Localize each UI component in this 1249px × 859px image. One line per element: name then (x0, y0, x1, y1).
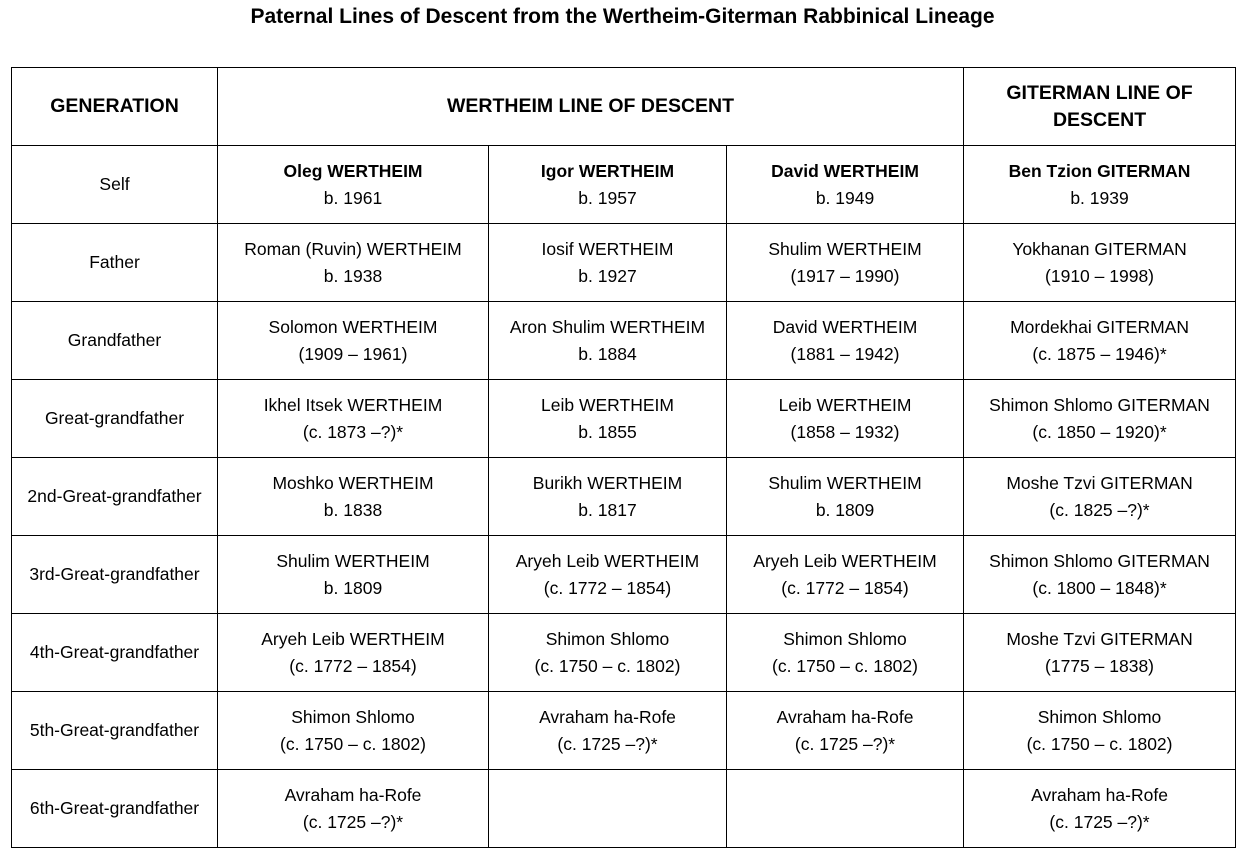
generation-cell (12, 614, 218, 692)
person-name: Burikh WERTHEIM (532, 472, 683, 493)
person-cell-wertheim-igor-line (489, 770, 727, 848)
person-name: Aryeh Leib WERTHEIM (753, 550, 937, 571)
person-cell-wertheim-oleg-line (218, 614, 489, 692)
person-dates: b. 1927 (578, 265, 637, 286)
person-name: Shimon Shlomo (291, 706, 415, 727)
person-name: Aryeh Leib WERTHEIM (261, 628, 445, 649)
person-name: Shimon Shlomo (783, 628, 907, 649)
person-cell-wertheim-oleg-line (218, 536, 489, 614)
person-cell-wertheim-oleg-line (218, 224, 489, 302)
person-name: Avraham ha-Rofe (1031, 784, 1168, 805)
person-dates: (1917 – 1990) (790, 265, 900, 286)
person-dates: b. 1938 (323, 265, 383, 286)
person-name: Avraham ha-Rofe (284, 784, 422, 805)
person-name: Avraham ha-Rofe (776, 706, 914, 727)
person-cell-wertheim-david-line (727, 224, 964, 302)
person-dates: (1881 – 1942) (790, 343, 900, 364)
person-dates: (c. 1725 –?)* (557, 733, 658, 754)
person-dates: (1775 – 1838) (1045, 655, 1155, 676)
generation-label: Father (89, 252, 140, 272)
person-cell-wertheim-oleg-line (218, 146, 489, 224)
person-name: Shulim WERTHEIM (768, 238, 922, 259)
person-cell-giterman-line (964, 302, 1236, 380)
person-cell-wertheim-igor-line (489, 224, 727, 302)
person-name: Leib WERTHEIM (541, 394, 674, 415)
person-dates: (c. 1725 –?)* (302, 811, 404, 832)
person-cell-wertheim-david-line (727, 380, 964, 458)
person-dates: b. 1949 (815, 187, 875, 208)
generation-label: Self (99, 174, 130, 194)
table-row (12, 458, 1236, 536)
person-cell-giterman-line (964, 224, 1236, 302)
page-title: Paternal Lines of Descent from the Wertheim-Giterman Rabbinical Lineage (250, 5, 995, 28)
person-cell-wertheim-oleg-line (218, 380, 489, 458)
generation-label: 4th-Great-grandfather (29, 642, 200, 662)
person-name: Yokhanan GITERMAN (1012, 238, 1187, 259)
person-cell-wertheim-igor-line (489, 146, 727, 224)
person-dates: (c. 1873 –?)* (302, 421, 404, 442)
person-dates: (1910 – 1998) (1045, 265, 1155, 286)
person-cell-wertheim-david-line (727, 536, 964, 614)
table-row (12, 146, 1236, 224)
generation-cell (12, 692, 218, 770)
person-cell-giterman-line (964, 536, 1236, 614)
person-name: Shulim WERTHEIM (768, 472, 922, 493)
person-dates: (c. 1750 – c. 1802) (772, 655, 918, 676)
generation-cell (12, 536, 218, 614)
person-name: Moshe Tzvi GITERMAN (1006, 628, 1193, 649)
table-row (12, 380, 1236, 458)
person-cell-wertheim-igor-line (489, 380, 727, 458)
person-dates: (1909 – 1961) (298, 343, 408, 364)
header-wertheim-line: WERTHEIM LINE OF DESCENT (218, 68, 964, 146)
person-cell-wertheim-david-line (727, 770, 964, 848)
generation-cell (12, 146, 218, 224)
generation-cell (12, 458, 218, 536)
person-name: Aryeh Leib WERTHEIM (515, 550, 700, 571)
person-cell-wertheim-david-line (727, 146, 964, 224)
person-dates: (c. 1825 –?)* (1049, 499, 1150, 520)
person-dates: b. 1809 (815, 499, 875, 520)
table-row (12, 770, 1236, 848)
person-dates: (1858 – 1932) (790, 421, 900, 442)
person-dates: (c. 1750 – c. 1802) (534, 655, 681, 676)
person-dates: b. 1957 (578, 187, 637, 208)
person-cell-wertheim-oleg-line (218, 302, 489, 380)
person-cell-wertheim-igor-line (489, 614, 727, 692)
person-name: Ikhel Itsek WERTHEIM (263, 394, 443, 415)
person-cell-wertheim-david-line (727, 614, 964, 692)
person-cell-wertheim-oleg-line (218, 692, 489, 770)
table-row (12, 224, 1236, 302)
generation-label: 6th-Great-grandfather (29, 798, 200, 818)
person-dates: (c. 1725 –?)* (794, 733, 896, 754)
person-name: Shimon Shlomo GITERMAN (989, 550, 1210, 571)
person-name: Shimon Shlomo GITERMAN (989, 394, 1210, 415)
person-cell-wertheim-igor-line (489, 458, 727, 536)
generation-label: Great-grandfather (44, 408, 185, 428)
generation-label: 5th-Great-grandfather (29, 720, 200, 740)
generation-label: 2nd-Great-grandfather (27, 486, 202, 506)
person-name: Mordekhai GITERMAN (1010, 316, 1189, 337)
table-row (12, 614, 1236, 692)
person-dates: (c. 1850 – 1920)* (1032, 421, 1167, 442)
person-name: Moshko WERTHEIM (272, 472, 434, 493)
person-dates: (c. 1750 – c. 1802) (280, 733, 426, 754)
person-dates: b. 1884 (578, 343, 637, 364)
person-dates: b. 1809 (323, 577, 383, 598)
person-cell-wertheim-oleg-line (218, 458, 489, 536)
person-cell-giterman-line (964, 380, 1236, 458)
header-row (12, 68, 1236, 146)
person-cell-wertheim-igor-line (489, 692, 727, 770)
person-cell-wertheim-oleg-line (218, 770, 489, 848)
person-cell-wertheim-igor-line (489, 302, 727, 380)
person-dates: (c. 1772 – 1854) (543, 577, 672, 598)
generation-cell (12, 224, 218, 302)
generation-cell (12, 302, 218, 380)
person-name: Roman (Ruvin) WERTHEIM (244, 238, 462, 259)
generation-label: Grandfather (67, 330, 162, 350)
person-name: Shimon Shlomo (545, 628, 670, 649)
person-dates: (c. 1772 – 1854) (781, 577, 909, 598)
person-cell-giterman-line (964, 770, 1236, 848)
person-cell-wertheim-david-line (727, 458, 964, 536)
lineage-table (11, 67, 1236, 848)
person-dates: b. 1939 (1070, 187, 1129, 208)
person-name: Oleg WERTHEIM (283, 160, 423, 181)
person-cell-giterman-line (964, 458, 1236, 536)
person-dates: b. 1838 (323, 499, 383, 520)
person-name: Avraham ha-Rofe (539, 706, 676, 727)
person-cell-giterman-line (964, 692, 1236, 770)
person-name: Shulim WERTHEIM (276, 550, 430, 571)
generation-cell (12, 770, 218, 848)
person-name: Aron Shulim WERTHEIM (509, 316, 706, 337)
person-dates: (c. 1750 – c. 1802) (1026, 733, 1173, 754)
generation-label: 3rd-Great-grandfather (29, 564, 200, 584)
generation-cell (12, 380, 218, 458)
table-row (12, 692, 1236, 770)
person-name: Moshe Tzvi GITERMAN (1006, 472, 1193, 493)
person-dates: (c. 1800 – 1848)* (1032, 577, 1167, 598)
person-dates: (c. 1772 – 1854) (289, 655, 417, 676)
header-generation: GENERATION (12, 68, 218, 146)
person-dates: (c. 1875 – 1946)* (1032, 343, 1167, 364)
person-cell-wertheim-david-line (727, 692, 964, 770)
person-name: David WERTHEIM (771, 160, 919, 181)
person-name: Shimon Shlomo (1037, 706, 1162, 727)
table-row (12, 302, 1236, 380)
person-dates: b. 1817 (578, 499, 637, 520)
person-dates: b. 1855 (578, 421, 637, 442)
person-name: Solomon WERTHEIM (268, 316, 438, 337)
person-dates: (c. 1725 –?)* (1049, 811, 1150, 832)
person-name: David WERTHEIM (772, 316, 918, 337)
person-cell-giterman-line (964, 614, 1236, 692)
person-dates: b. 1961 (323, 187, 383, 208)
person-name: Leib WERTHEIM (778, 394, 912, 415)
person-name: Ben Tzion GITERMAN (1008, 160, 1191, 181)
table-row (12, 536, 1236, 614)
person-name: Iosif WERTHEIM (541, 238, 674, 259)
person-cell-wertheim-igor-line (489, 536, 727, 614)
header-giterman-line: GITERMAN LINE OF DESCENT (964, 68, 1236, 146)
person-name: Igor WERTHEIM (540, 160, 675, 181)
person-cell-giterman-line (964, 146, 1236, 224)
person-cell-wertheim-david-line (727, 302, 964, 380)
